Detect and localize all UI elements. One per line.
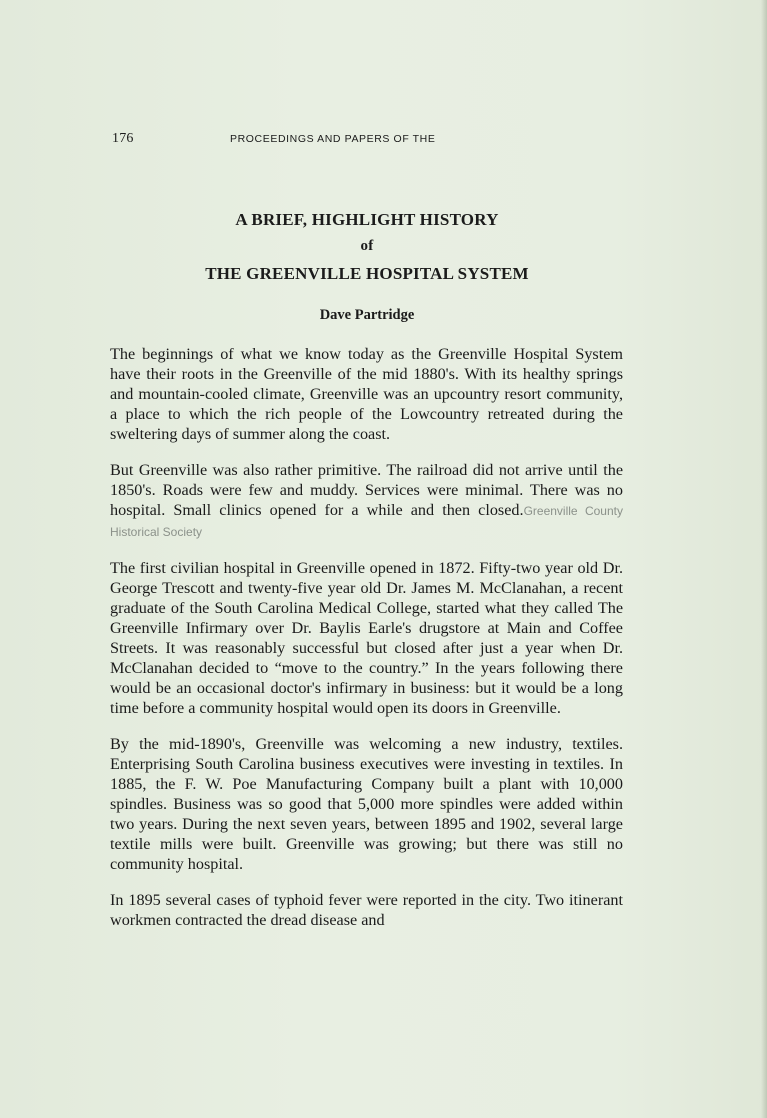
title-line-3: THE GREENVILLE HOSPITAL SYSTEM — [205, 264, 529, 283]
title-line-2: of — [360, 238, 374, 254]
article-body — [110, 344, 623, 946]
page-edge-shadow — [761, 0, 767, 1118]
author-name: Dave Partridge — [319, 307, 415, 323]
paragraph-2-text: But Greenville was also rather primitive. The railroad did not arrive until the 1850's. Roads were few and muddy. Services were minimal. There was no hospital. Small clinics opened for a while and then closed. — [110, 461, 623, 519]
page-header — [112, 131, 632, 151]
page-number: 176 — [112, 131, 134, 146]
paragraph-1: The beginnings of what we know today as the Greenville Hospital System have their roots in the Greenville of the mid 1880's. With its healthy springs and mountain-cooled climate, Greenville was an upcountry resort community, a place to which the rich people of the Lowcountry retreated during the sweltering days of summer along the coast. — [110, 345, 623, 443]
title-line-1: A BRIEF, HIGHLIGHT HISTORY — [235, 210, 499, 229]
paragraph-5: In 1895 several cases of typhoid fever were reported in the city. Two itinerant workmen contracted the dread disease and — [110, 891, 623, 929]
running-head: PROCEEDINGS AND PAPERS OF THE — [230, 133, 436, 145]
paragraph-2 — [110, 460, 623, 542]
paragraph-4: By the mid-1890's, Greenville was welcoming a new industry, textiles. Enterprising South Carolina business executives were investing in textiles. In 1885, the F. W. Poe Manufacturing Company built a plant with 10,000 spindles. Business was so good that 5,000 more spindles were added within two years. During the next seven years, between 1895 and 1902, several large textile mills were built. Greenville was growing; but there was still no community hospital. — [110, 735, 623, 873]
watermark-text: Greenville County Historical Society — [110, 504, 623, 539]
article-title-block — [112, 206, 622, 324]
paragraph-3: The first civilian hospital in Greenville opened in 1872. Fifty-two year old Dr. George Trescott and twenty-five year old Dr. James M. McClanahan, a recent graduate of the South Carolina Medical College, started what they called The Greenville Infirmary over Dr. Baylis Earle's drugstore at Main and Coffee Streets. It was reasonably successful but closed after just a year when Dr. McClanahan decided to “move to the country.” In the years following there would be an occasional doctor's infirmary in business: but it would be a long time before a community hospital would open its doors in Greenville. — [110, 559, 623, 717]
